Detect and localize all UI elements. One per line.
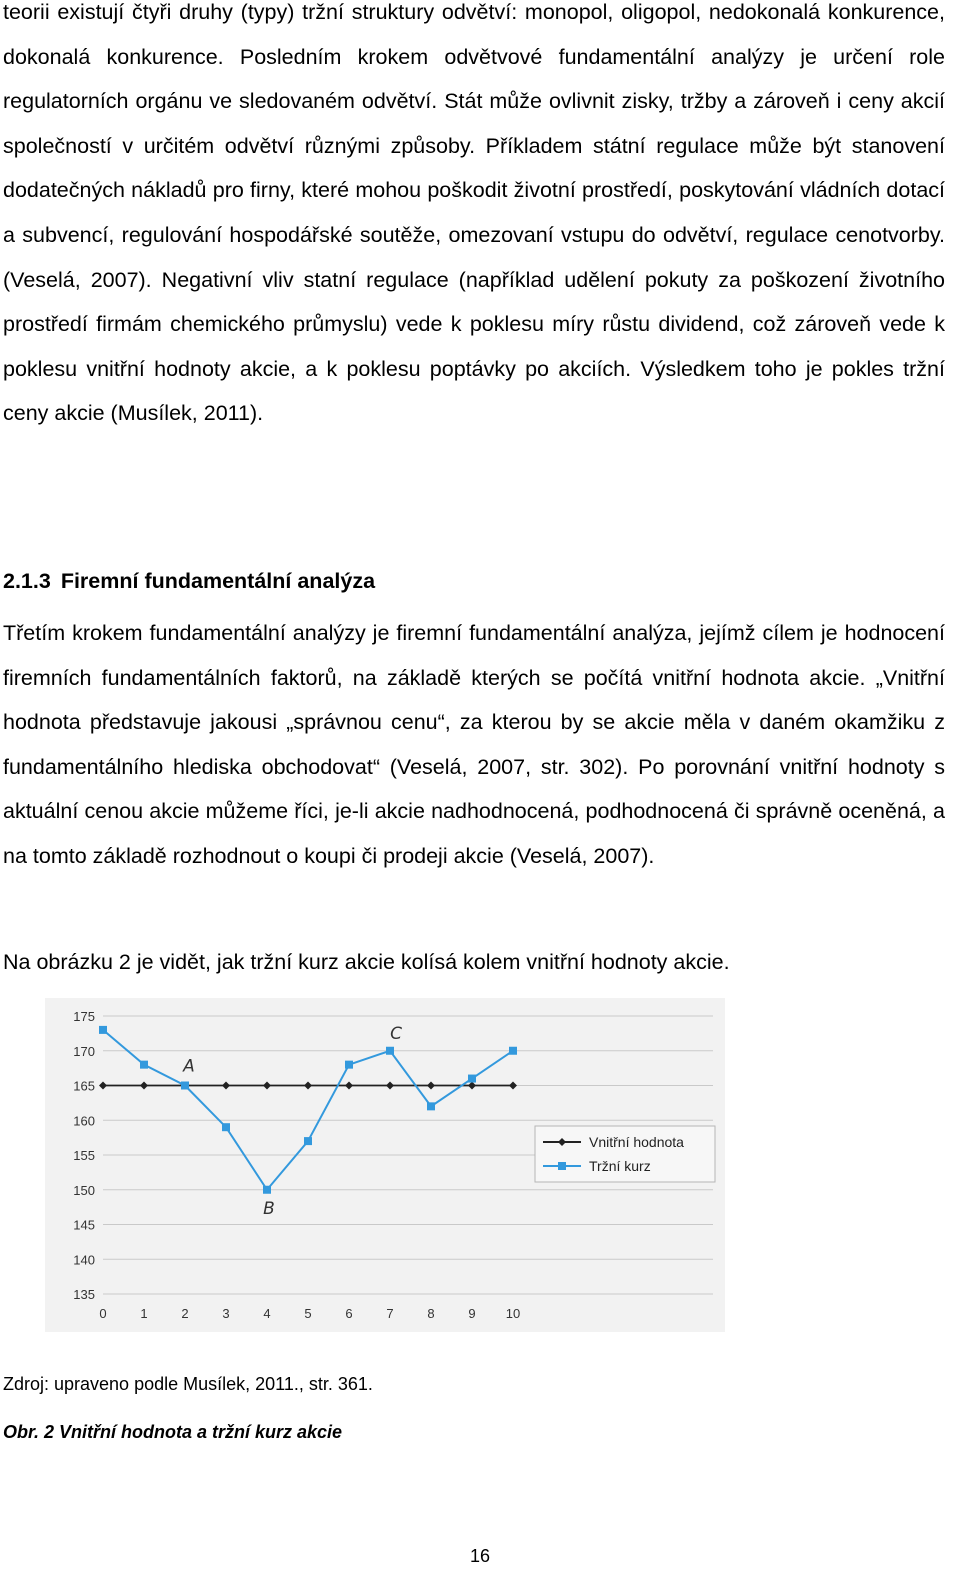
body-paragraph-3: Na obrázku 2 je vidět, jak tržní kurz akcie kolísá kolem vnitřní hodnoty akcie. bbox=[3, 950, 730, 974]
x-tick-label: 4 bbox=[263, 1306, 271, 1321]
legend-swatch-marker bbox=[558, 1162, 566, 1170]
data-point bbox=[222, 1123, 230, 1131]
x-tick-label: 8 bbox=[427, 1306, 435, 1321]
body-paragraph-1: teorii existují čtyři druhy (typy) tržní struktury odvětví: monopol, oligopol, nedokonalá konkurence, dokonalá konkurence. Posledním krokem odvětvové fundamentální analýzy je určení role regulatorních orgánu ve sledovaném odvětví. Stát může ovlivnit zisky, tržby a zároveň i ceny akcií společností v určitém odvětví různými způsoby. Příkladem státní regulace může být stanovení dodatečných nákladů pro firny, které mohou poškodit životní prostředí, poskytování vládních dotací a subvencí, regulování hospodářské soutěže, omezovaní vstupu do odvětví, regulace cenotvorby. (Veselá, 2007). Negativní vliv statní regulace (například udělení pokuty za poškození životního prostředí firmám chemického průmyslu) vede k poklesu míry růstu dividend, což zároveň vede k poklesu vnitřní hodnoty akcie, a k poklesu poptávky po akciích. Výsledkem toho je pokles tržní ceny akcie (Musílek, 2011). bbox=[3, 0, 945, 426]
x-tick-label: 10 bbox=[505, 1306, 521, 1321]
section-heading bbox=[3, 563, 375, 599]
x-tick-label: 0 bbox=[99, 1306, 107, 1321]
figure-chart bbox=[45, 998, 725, 1332]
y-tick-label: 150 bbox=[73, 1182, 95, 1198]
y-axis-ticks bbox=[73, 1009, 95, 1302]
x-tick-label: 3 bbox=[222, 1306, 230, 1321]
data-point bbox=[263, 1186, 271, 1194]
x-tick-label: 5 bbox=[304, 1306, 312, 1321]
y-tick-label: 165 bbox=[73, 1078, 95, 1094]
y-tick-label: 160 bbox=[73, 1113, 95, 1129]
data-point bbox=[427, 1102, 435, 1110]
body-paragraph-2: Třetím krokem fundamentální analýzy je firemní fundamentální analýza, jejímž cílem je hodnocení firemních fundamentálních faktorů, na základě kterých se počítá vnitřní hodnota akcie. „Vnitřní hodnota představuje jakousi „správnou cenu“, za kterou by se akcie měla v daném okamžiku z fundamentálního hlediska obchodovat“ (Veselá, 2007, str. 302). Po porovnání vnitřní hodnoty s aktuální cenou akcie můžeme říci, je-li akcie nadhodnocená, podhodnocená či správně oceněná, a na tomto základě rozhodnout o koupi či prodeji akcie (Veselá, 2007). bbox=[3, 621, 945, 868]
data-point bbox=[509, 1047, 517, 1055]
point-annotation: C bbox=[390, 1023, 402, 1044]
data-point bbox=[99, 1026, 107, 1034]
data-point bbox=[181, 1082, 189, 1090]
section-number: 2.1.3 bbox=[3, 569, 51, 593]
chart-svg bbox=[45, 998, 725, 1332]
x-tick-label: 6 bbox=[345, 1306, 353, 1321]
figure-caption: Obr. 2 Vnitřní hodnota a tržní kurz akcie bbox=[3, 1422, 343, 1442]
y-tick-label: 170 bbox=[73, 1043, 95, 1059]
data-point bbox=[304, 1137, 312, 1145]
y-tick-label: 145 bbox=[73, 1217, 95, 1233]
x-tick-label: 7 bbox=[386, 1306, 394, 1321]
y-tick-label: 140 bbox=[73, 1252, 95, 1268]
legend-label: Vnitřní hodnota bbox=[589, 1134, 684, 1150]
point-annotation: A bbox=[183, 1056, 195, 1077]
chart-legend bbox=[535, 1126, 715, 1182]
x-tick-label: 2 bbox=[181, 1306, 189, 1321]
data-point bbox=[468, 1075, 476, 1083]
data-point bbox=[386, 1047, 394, 1055]
data-point bbox=[345, 1061, 353, 1069]
point-annotation: B bbox=[263, 1198, 275, 1219]
section-title: Firemní fundamentální analýza bbox=[60, 569, 376, 593]
y-tick-label: 175 bbox=[73, 1009, 95, 1024]
figure-source: Zdroj: upraveno podle Musílek, 2011., str. 361. bbox=[3, 1374, 373, 1394]
y-tick-label: 135 bbox=[73, 1287, 95, 1302]
data-point bbox=[140, 1061, 148, 1069]
page-number: 16 bbox=[469, 1546, 491, 1566]
x-tick-label: 9 bbox=[468, 1306, 476, 1321]
legend-label: Tržní kurz bbox=[589, 1158, 651, 1174]
y-tick-label: 155 bbox=[73, 1148, 95, 1163]
x-tick-label: 1 bbox=[140, 1306, 148, 1321]
